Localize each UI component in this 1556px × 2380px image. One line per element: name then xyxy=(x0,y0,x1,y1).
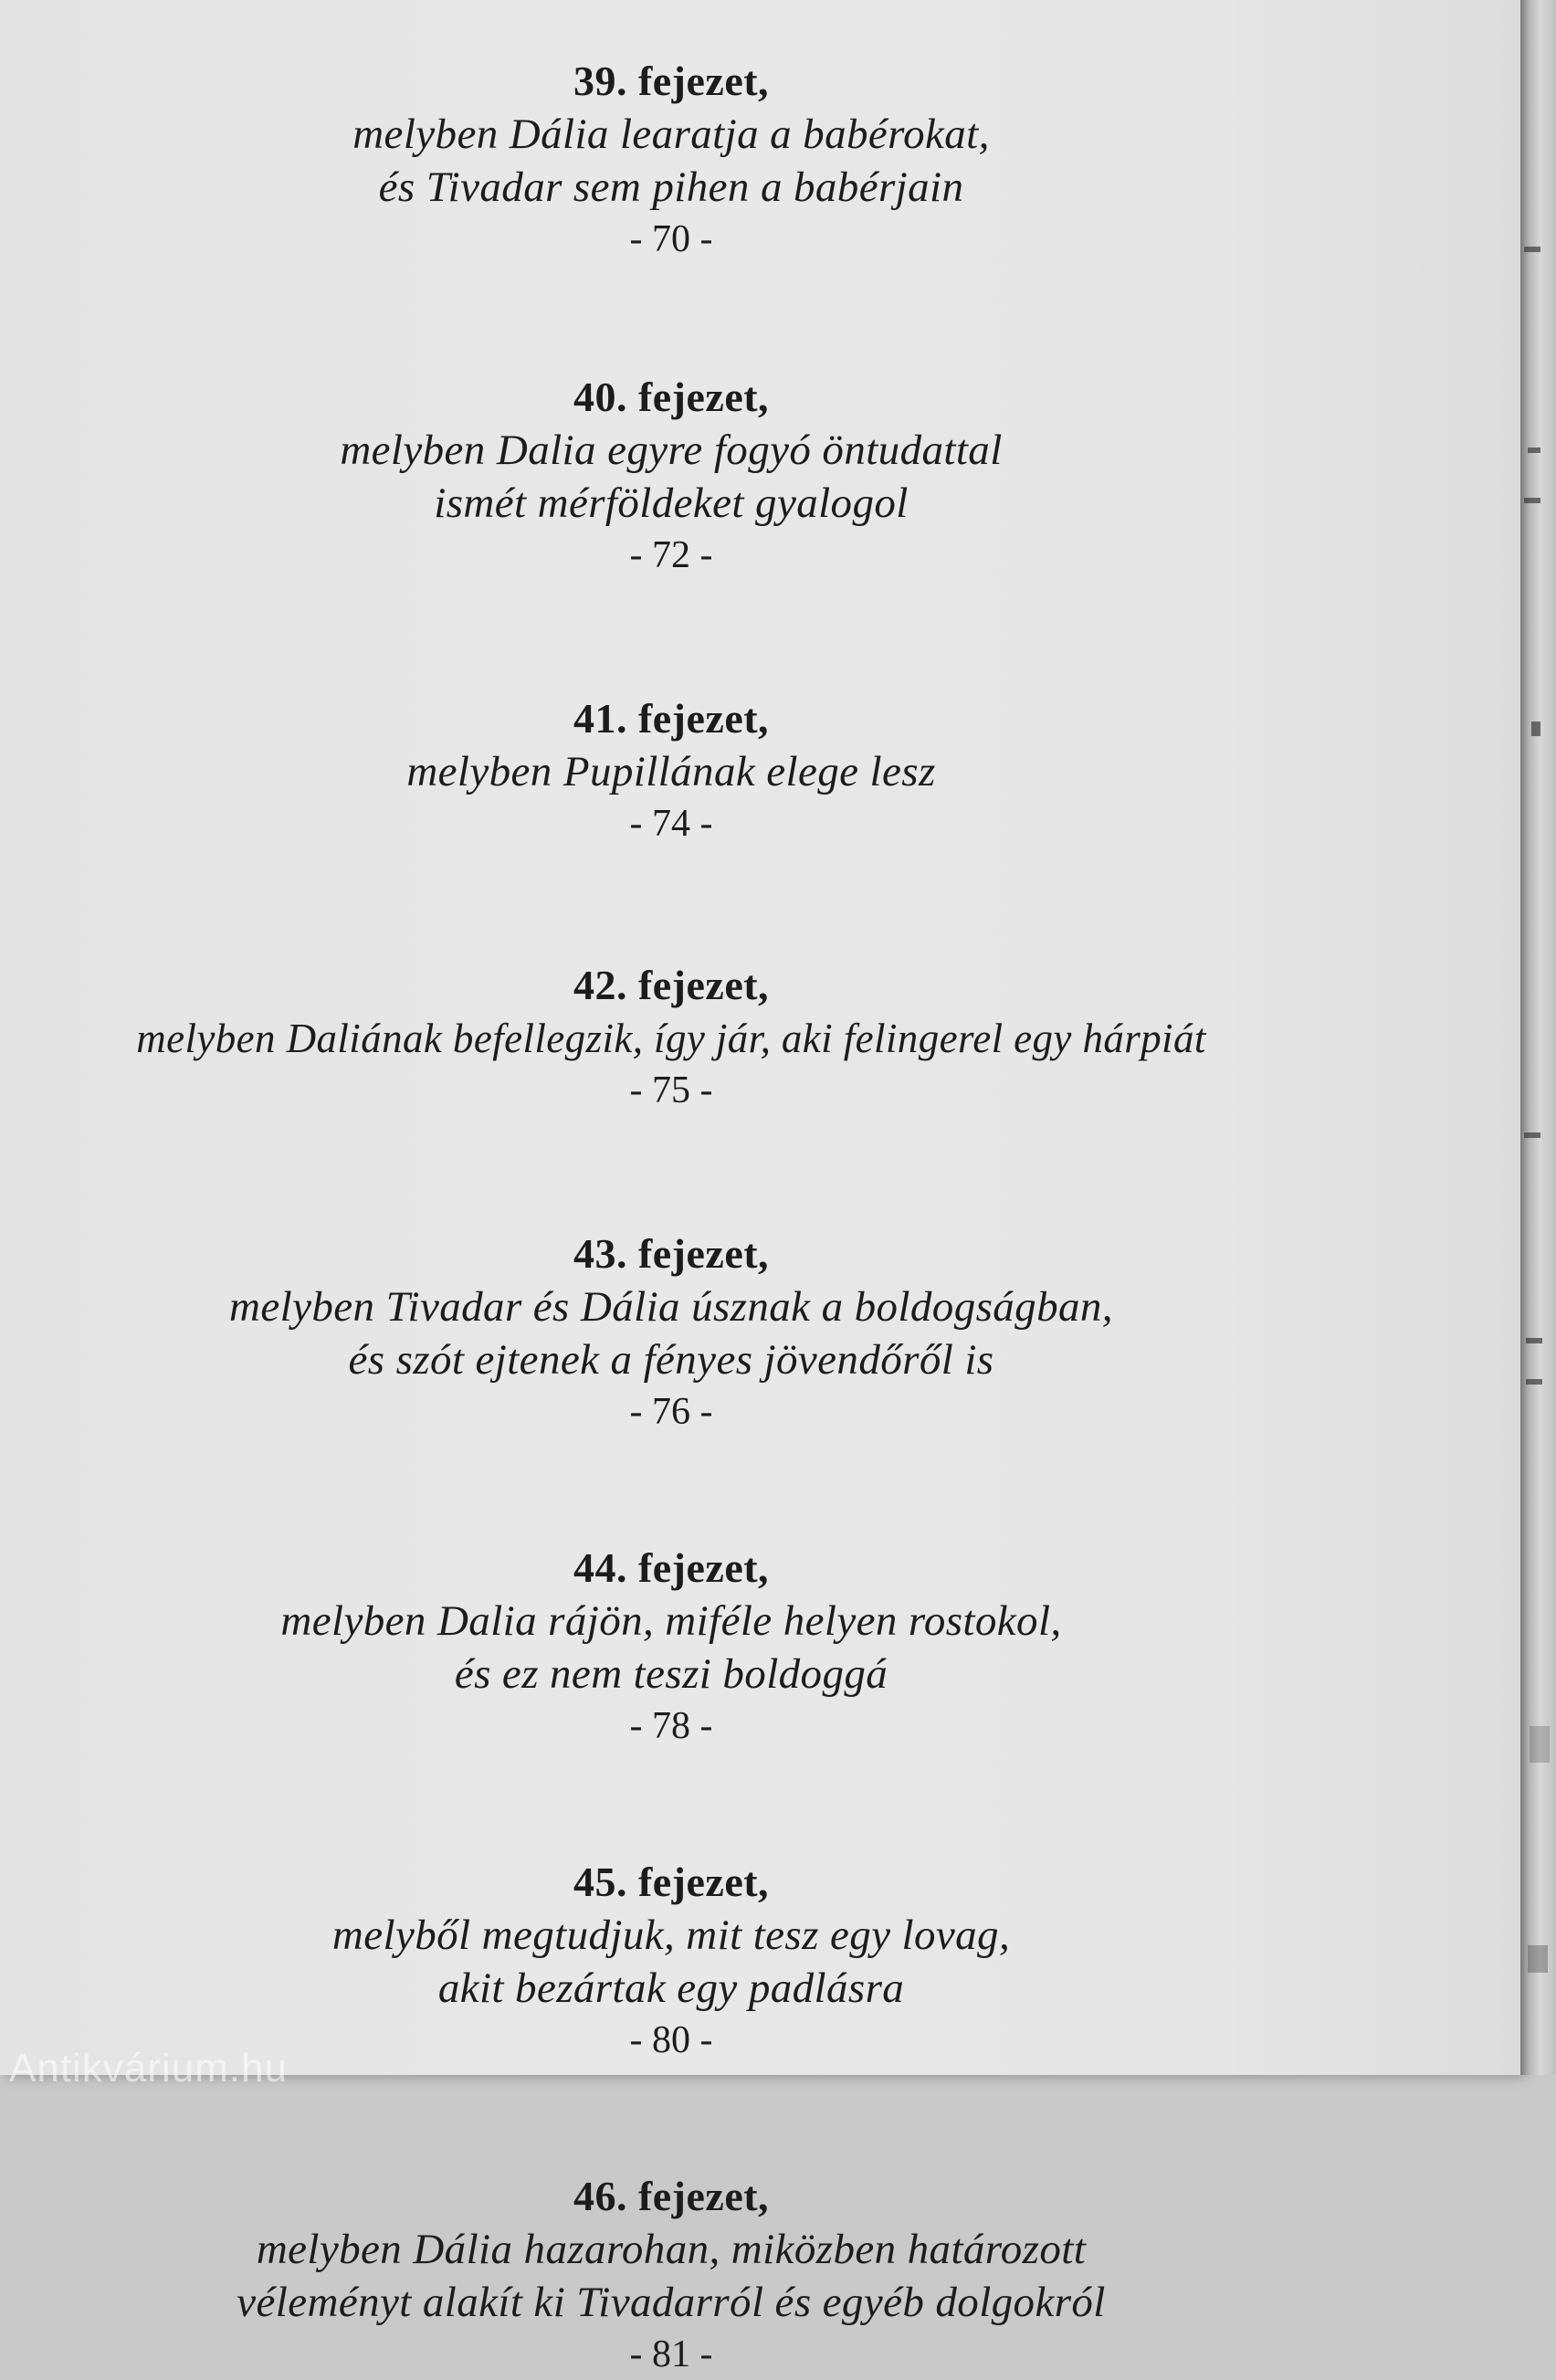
toc-entry-39 xyxy=(0,55,1342,265)
chapter-subtitle-line: melyből megtudjuk, mit tesz egy lovag, xyxy=(331,1911,1011,1959)
chapter-page-number: - 75 - xyxy=(629,1069,713,1111)
chapter-subtitle-line: és ez nem teszi boldoggá xyxy=(454,1650,888,1698)
chapter-subtitle-line: és szót ejtenek a fényes jövendőről is xyxy=(348,1336,994,1384)
page-edge-mark xyxy=(1528,1945,1548,1973)
chapter-subtitle-line: melyben Dalia rájön, miféle helyen rostokol, xyxy=(280,1597,1062,1645)
chapter-heading: 43. fejezet, xyxy=(573,1230,770,1277)
toc-entry-40 xyxy=(0,371,1342,581)
page-edge-mark xyxy=(1526,1379,1542,1385)
table-of-contents xyxy=(0,55,1342,2380)
chapter-subtitle-line: melyben Dalia egyre fogyó öntudattal xyxy=(340,427,1003,474)
chapter-page-number: - 78 - xyxy=(629,1705,713,1747)
page-edge-mark xyxy=(1524,1132,1540,1138)
chapter-page-number: - 72 - xyxy=(629,534,713,576)
chapter-subtitle-line: akit bezártak egy padlásra xyxy=(437,1964,905,2012)
chapter-page-number: - 76 - xyxy=(629,1391,713,1433)
chapter-subtitle-line: ismét mérföldeket gyalogol xyxy=(434,479,909,527)
page-edge-mark xyxy=(1524,498,1540,503)
chapter-page-number: - 74 - xyxy=(629,803,713,845)
chapter-page-number: - 70 - xyxy=(629,218,713,260)
page-edge-mark xyxy=(1531,721,1540,736)
chapter-subtitle-line: melyben Tivadar és Dália úsznak a boldogságban, xyxy=(229,1283,1113,1331)
chapter-subtitle-line: melyben Daliának befellegzik, így jár, aki felingerel egy hárpiát xyxy=(136,1016,1206,1061)
toc-entry-46 xyxy=(0,2170,1342,2380)
toc-entry-42 xyxy=(0,959,1342,1116)
toc-entry-41 xyxy=(0,692,1342,849)
toc-entry-43 xyxy=(0,1227,1342,1437)
chapter-subtitle-line: véleményt alakít ki Tivadarról és egyéb dolgokról xyxy=(237,2279,1106,2326)
chapter-heading: 46. fejezet, xyxy=(573,2173,770,2219)
chapter-heading: 44. fejezet, xyxy=(573,1544,770,1591)
chapter-subtitle-line: melyben Pupillának elege lesz xyxy=(406,748,936,795)
chapter-heading: 42. fejezet, xyxy=(573,962,770,1008)
page-edge-mark xyxy=(1526,1338,1542,1343)
chapter-heading: 41. fejezet, xyxy=(573,695,770,742)
toc-entry-45 xyxy=(0,1856,1342,2066)
chapter-heading: 40. fejezet, xyxy=(573,374,770,420)
toc-entry-44 xyxy=(0,1542,1342,1752)
chapter-page-number: - 81 - xyxy=(629,2333,713,2375)
watermark: Antikvárium.hu xyxy=(9,2046,289,2090)
chapter-page-number: - 80 - xyxy=(629,2019,713,2061)
page-edge-mark xyxy=(1528,448,1540,453)
chapter-subtitle-line: melyben Dália learatja a babérokat, xyxy=(352,111,990,158)
chapter-subtitle-line: és Tivadar sem pihen a babérjain xyxy=(378,163,964,211)
chapter-subtitle-line: melyben Dália hazarohan, miközben határozott xyxy=(256,2226,1087,2273)
page-edge-mark xyxy=(1524,247,1540,252)
chapter-heading: 39. fejezet, xyxy=(573,58,770,104)
chapter-heading: 45. fejezet, xyxy=(573,1859,770,1905)
page-edge-mark xyxy=(1530,1726,1550,1763)
next-page-edge xyxy=(1520,0,1556,2075)
